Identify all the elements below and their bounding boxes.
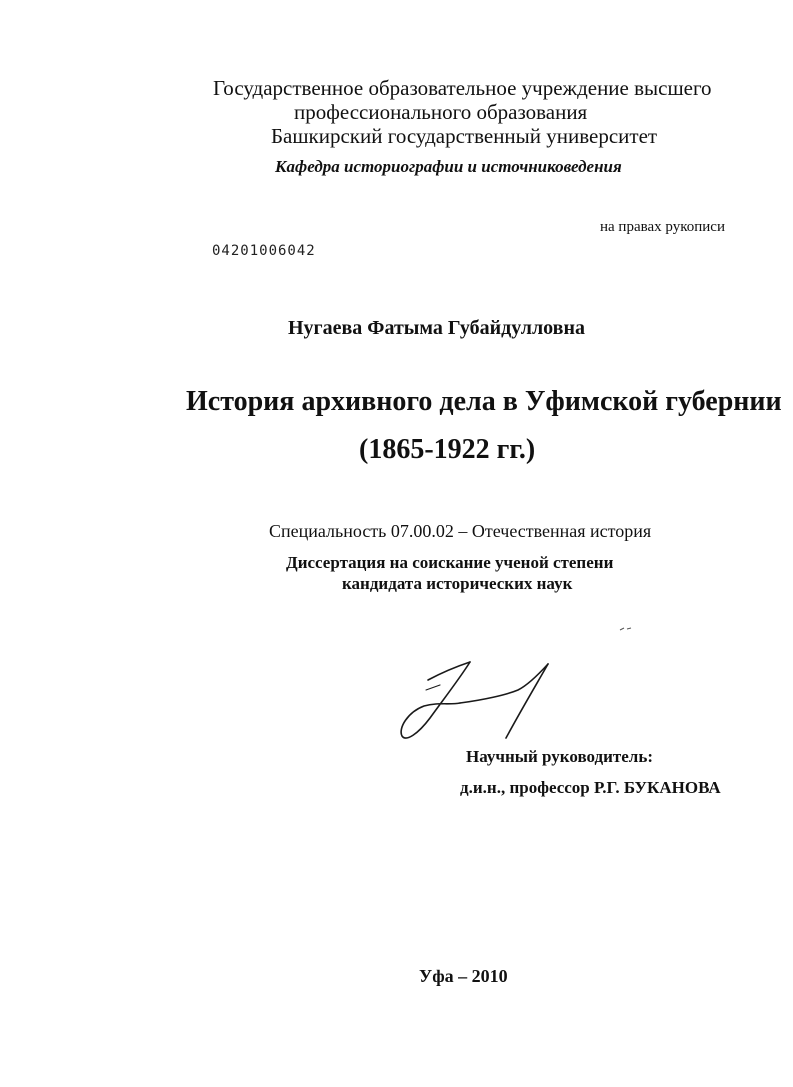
dissertation-line-2: кандидата исторических наук bbox=[342, 574, 573, 593]
author-name: Нугаева Фатыма Губайдулловна bbox=[287, 317, 585, 339]
handwritten-signature bbox=[388, 650, 568, 750]
advisor-label: Научный руководитель: bbox=[466, 747, 653, 766]
institution-line-3: Башкирский государственный университет bbox=[271, 124, 658, 148]
institution-line-2: профессионального образования bbox=[294, 100, 588, 124]
advisor-name: д.и.н., профессор Р.Г. БУКАНОВА bbox=[460, 778, 721, 797]
rights-note: на правах рукописи bbox=[600, 219, 725, 235]
document-number: 04201006042 bbox=[212, 243, 316, 259]
institution-line-1: Государственное образовательное учреждение высшего bbox=[213, 76, 712, 100]
title-line-2: (1865-1922 гг.) bbox=[359, 434, 536, 465]
city-year: Уфа – 2010 bbox=[419, 966, 508, 986]
specialty: Специальность 07.00.02 – Отечественная история bbox=[269, 521, 652, 541]
dissertation-line-1: Диссертация на соискание ученой степени bbox=[286, 553, 614, 572]
stray-mark bbox=[618, 624, 638, 634]
department-name: Кафедра историографии и источниковедения bbox=[275, 157, 622, 176]
title-line-1: История архивного дела в Уфимской губернии bbox=[186, 386, 782, 417]
